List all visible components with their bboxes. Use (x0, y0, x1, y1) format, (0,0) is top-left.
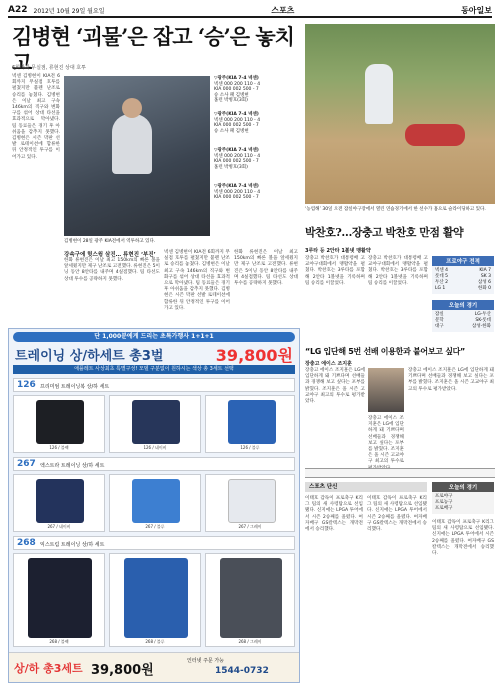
results-title: 프로야구 전적 (432, 256, 494, 266)
ad-product: 267 / 블루 (109, 474, 201, 532)
page-number: A22 (8, 5, 28, 15)
ad-set1-name: 프리미엄 트레이닝복 상/하 세트 (40, 384, 110, 390)
ad-set3-name: 익스트림 트레이닝 상/하 세트 (40, 542, 105, 548)
ad-price: 39,800원 (215, 346, 293, 365)
box-score-row: 승 소사 패 김병현 (214, 128, 249, 134)
ad-band: 애플레트 사상최초 특별구성! 모델 구분없이 원하시는 색상 총 3세트 선택 (13, 365, 295, 374)
schedule-row: 잠실 LG-두산 (435, 312, 491, 317)
box-score-4 (214, 184, 294, 201)
ad-product: 268 / 블랙 (13, 553, 105, 647)
box-score-row: 승 소사 패 김병현 (214, 92, 249, 98)
box-score-row: 넥센 000 200 110 - 4 (214, 117, 261, 123)
box-score-row: 넥센 000 200 110 - 4 (214, 153, 261, 159)
ad-set2-name: 엑스트라 트레이닝 상/하 세트 (40, 463, 105, 469)
center-article-title: 강속구에 헛스윙 삼진… 류현진 ‘부진’ (64, 252, 156, 258)
result-row: 롯데 5 SK 3 (435, 274, 491, 279)
center-article-body: 한화 류현진은 이날 최고 150km의 빠른 볼을 앞세웠지만 제구 난조로 고전했다. 류현진은 5이닝 동안 8안타를 내주며 4실점했다. 팀 타선도 상대 투수를 공략하지 못했다. (64, 258, 160, 282)
schedule-box (432, 300, 494, 332)
result-row: LG 1 한화 0 (435, 286, 491, 291)
page-date: 2012년 10월 29일 월요일 (33, 7, 105, 15)
box-score (214, 76, 294, 104)
right-top-photo (305, 24, 495, 204)
bottom-section-body-2: 이태호 감독이 프로축구 K리그 팀의 새 사령탑으로 선임됐다. 신지애는 LPGA 투어에서 시즌 2승째를 올렸다. 여자배구 GS칼텍스는 개막전에서 승리했다. (367, 496, 427, 533)
lg-article-title: “LG 입단해 5번 선배 이용한과 붙어보고 싶다” (305, 347, 466, 356)
ad-title: 트레이닝 상/하세트 총3벌 (15, 349, 164, 364)
fielder-figure-icon (365, 64, 393, 124)
schedule-row: 문학 SK-롯데 (435, 318, 491, 323)
bottom-section-title: 스포츠 단신 (305, 482, 427, 492)
lg-article-body-2: 장충고 에이스 조지훈은 LG에 입단하게 돼 기쁘다며 선배들과 경쟁해 보고 싶다는 포부를 밝혔다. 조지훈은 올 시즌 고교야구 최고의 투수로 평가받았다. (408, 368, 494, 392)
ad-product: 268 / 그레이 (205, 553, 295, 647)
result-row: 두산 2 삼성 6 (435, 280, 491, 285)
ad-order: 인터넷 주문 가능 (187, 658, 224, 664)
today-game-item: 프로야구 (435, 494, 453, 499)
lg-article-body: 장충고 에이스 조지훈은 LG에 입단하게 돼 기쁘다며 선배들과 경쟁해 보고 싶다는 포부를 밝혔다. 조지훈은 올 시즌 고교야구 최고의 투수로 평가받았다. (305, 368, 365, 405)
box-score-row: KIA 000 002 500 - 7 (214, 123, 259, 129)
box-score-title: ▽광주(KIA 7-4 넥센) (214, 184, 259, 189)
player-portrait (368, 368, 404, 412)
box-score-title: ▽광주(KIA 7-4 넥센) (214, 112, 259, 117)
result-row: 넥센 4 KIA 7 (435, 268, 491, 273)
box-score-row: KIA 000 002 500 - 7 (214, 159, 259, 165)
main-byline: 6회까지 무실점, 류현진 상대 호투 (12, 65, 86, 71)
today-game-item: 프로배구 (435, 506, 453, 511)
ad-product: 267 / 그레이 (205, 474, 295, 532)
bottom-section-body: 이태호 감독이 프로축구 K리그 팀의 새 사령탑으로 선임됐다. 신지애는 LPGA 투어에서 시즌 2승째를 올렸다. 여자배구 GS칼텍스는 개막전에서 승리했다. (305, 496, 363, 533)
ad-bottom-title: 상/하 총3세트 (14, 662, 83, 675)
right-bottom-body: 이태호 감독이 프로축구 K리그 팀의 새 사령탑으로 선임됐다. 신지애는 LPGA 투어에서 시즌 2승째를 올렸다. 여자배구 GS칼텍스는 개막전에서 승리했다. (432, 520, 494, 557)
today-games-box (432, 482, 494, 514)
results-box (432, 256, 494, 294)
newspaper-brand: 동아일보 (461, 5, 492, 15)
main-photo-caption: 김병현이 28일 광주 KIA전에서 역투하고 있다. (64, 239, 156, 244)
box-score-3 (214, 148, 294, 170)
today-games-title: 오늘의 경기 (432, 482, 494, 492)
right-article-body-2: 장충고 박찬호가 대통령배 고교야구대회에서 맹활약을 펼쳤다. 박찬호는 3루타를 포함해 2안타 1볼넷을 기록하며 팀 승리를 이끌었다. (368, 256, 428, 286)
runner-figure-icon (405, 124, 465, 146)
ad-footer (9, 652, 299, 682)
box-score-row: 홈런 박병호(3회) (214, 164, 248, 170)
box-score-row: KIA 000 002 500 - 7 (214, 87, 259, 93)
lg-article-sub: 장충고 에이스 조지훈 (305, 361, 352, 367)
box-score-row: 홈런 박병호(3회) (214, 98, 248, 104)
main-article-body: 넥센 김병현이 KIA전 6회까지 무실점 호투를 펼쳤지만 불펜 난조로 승리를 놓쳤다. 김병현은 이날 최고 구속 146km의 직구와 변화구를 섞어 상대 타선을 효과적으로 막아냈다. 팀 동료들은 경기 후 아쉬움을 감추지 못했다. 김병현은 시즌 막판 선발 로테이션에 합류한 뒤 안정적인 투구를 이어가고 있다. (12, 74, 60, 160)
schedule-title: 오늘의 경기 (432, 300, 494, 310)
today-game-item: 프로농구 (435, 500, 453, 505)
player-figure-icon (112, 114, 152, 174)
ad-product: 267 / 네이비 (13, 474, 105, 532)
section-title: 스포츠 (271, 5, 295, 15)
box-score-row: 넥센 000 200 110 - 4 (214, 81, 261, 87)
right-article-body: 장충고 박찬호가 대통령배 고교야구대회에서 맹활약을 펼쳤다. 박찬호는 3루타를 포함해 2안타 1볼넷을 기록하며 팀 승리를 이끌었다. (305, 256, 365, 286)
ad-phone: 1544-0732 (215, 666, 269, 676)
lg-article-body-3: 장충고 에이스 조지훈은 LG에 입단하게 돼 기쁘다며 선배들과 경쟁해 보고 싶다는 포부를 밝혔다. 조지훈은 올 시즌 고교야구 최고의 투수로 (368, 416, 404, 465)
ad-top-banner: 단 1,000분에게 드리는 초특가행사 1+1+1 (13, 332, 295, 342)
box-score-title: ▽광주(KIA 7-4 넥센) (214, 148, 259, 153)
ad-set2-number: 267 (17, 459, 36, 469)
schedule-row: 대구 삼성-한화 (435, 324, 491, 329)
right-photo-caption: ‘농염해’ 30일 오전 잠실야구장에서 열린 연습경기에서 한 선수가 홈으로 슬라이딩하고 있다. (305, 207, 486, 212)
ad-set3-number: 268 (17, 538, 36, 548)
sponsor-strip (305, 468, 495, 478)
right-headline: 박찬호?…장충고 박찬호 만점 활약 (305, 226, 464, 239)
page-header (8, 4, 492, 18)
main-photo (64, 76, 210, 236)
ad-product: 126 / 블랙 (13, 395, 105, 453)
box-score-2 (214, 112, 294, 134)
center-article-body-2: 넥센 김병현이 KIA전 6회까지 무실점 호투를 펼쳤지만 불펜 난조로 승리를 놓쳤다. 김병현은 이날 최고 구속 146km의 직구와 변화구를 섞어 상대 타선을 효과적으로 막아냈다. 팀 동료들은 경기 후 아쉬움을 감추지 못했다. 김병현은 시즌 막판 선발 로테이션에 합류한 뒤 안정적인 투구를 이어가고 있다. (164, 250, 230, 311)
ad-product: 268 / 블루 (109, 553, 201, 647)
ad-set3-header (13, 536, 295, 550)
box-score-row: KIA 000 002 500 - 7 (214, 195, 259, 201)
ad-set1-number: 126 (17, 380, 36, 390)
ad-product: 126 / 네이비 (109, 395, 201, 453)
ad-block (8, 328, 300, 683)
right-subheadline: 3루타 등 2안타 1볼넷 맹활약 (305, 248, 371, 254)
ad-set1-header (13, 378, 295, 392)
ad-product: 126 / 블루 (205, 395, 295, 453)
box-score-title: ▽광주(KIA 7-4 넥센) (214, 76, 259, 81)
ad-set2-header (13, 457, 295, 471)
player-head-icon (122, 98, 142, 118)
box-score-row: 넥센 000 200 110 - 4 (214, 189, 261, 195)
main-headline: 김병현 ‘괴물’은 잡고 ‘승’은 놓치고 (12, 24, 294, 75)
center-article-body-3: 한화 류현진은 이날 최고 150km의 빠른 볼을 앞세웠지만 제구 난조로 고전했다. 류현진은 5이닝 동안 8안타를 내주며 4실점했다. 팀 타선도 상대 투수를 공략하지 못했다. (234, 250, 298, 287)
ad-bottom-price: 39,800원 (91, 663, 154, 678)
